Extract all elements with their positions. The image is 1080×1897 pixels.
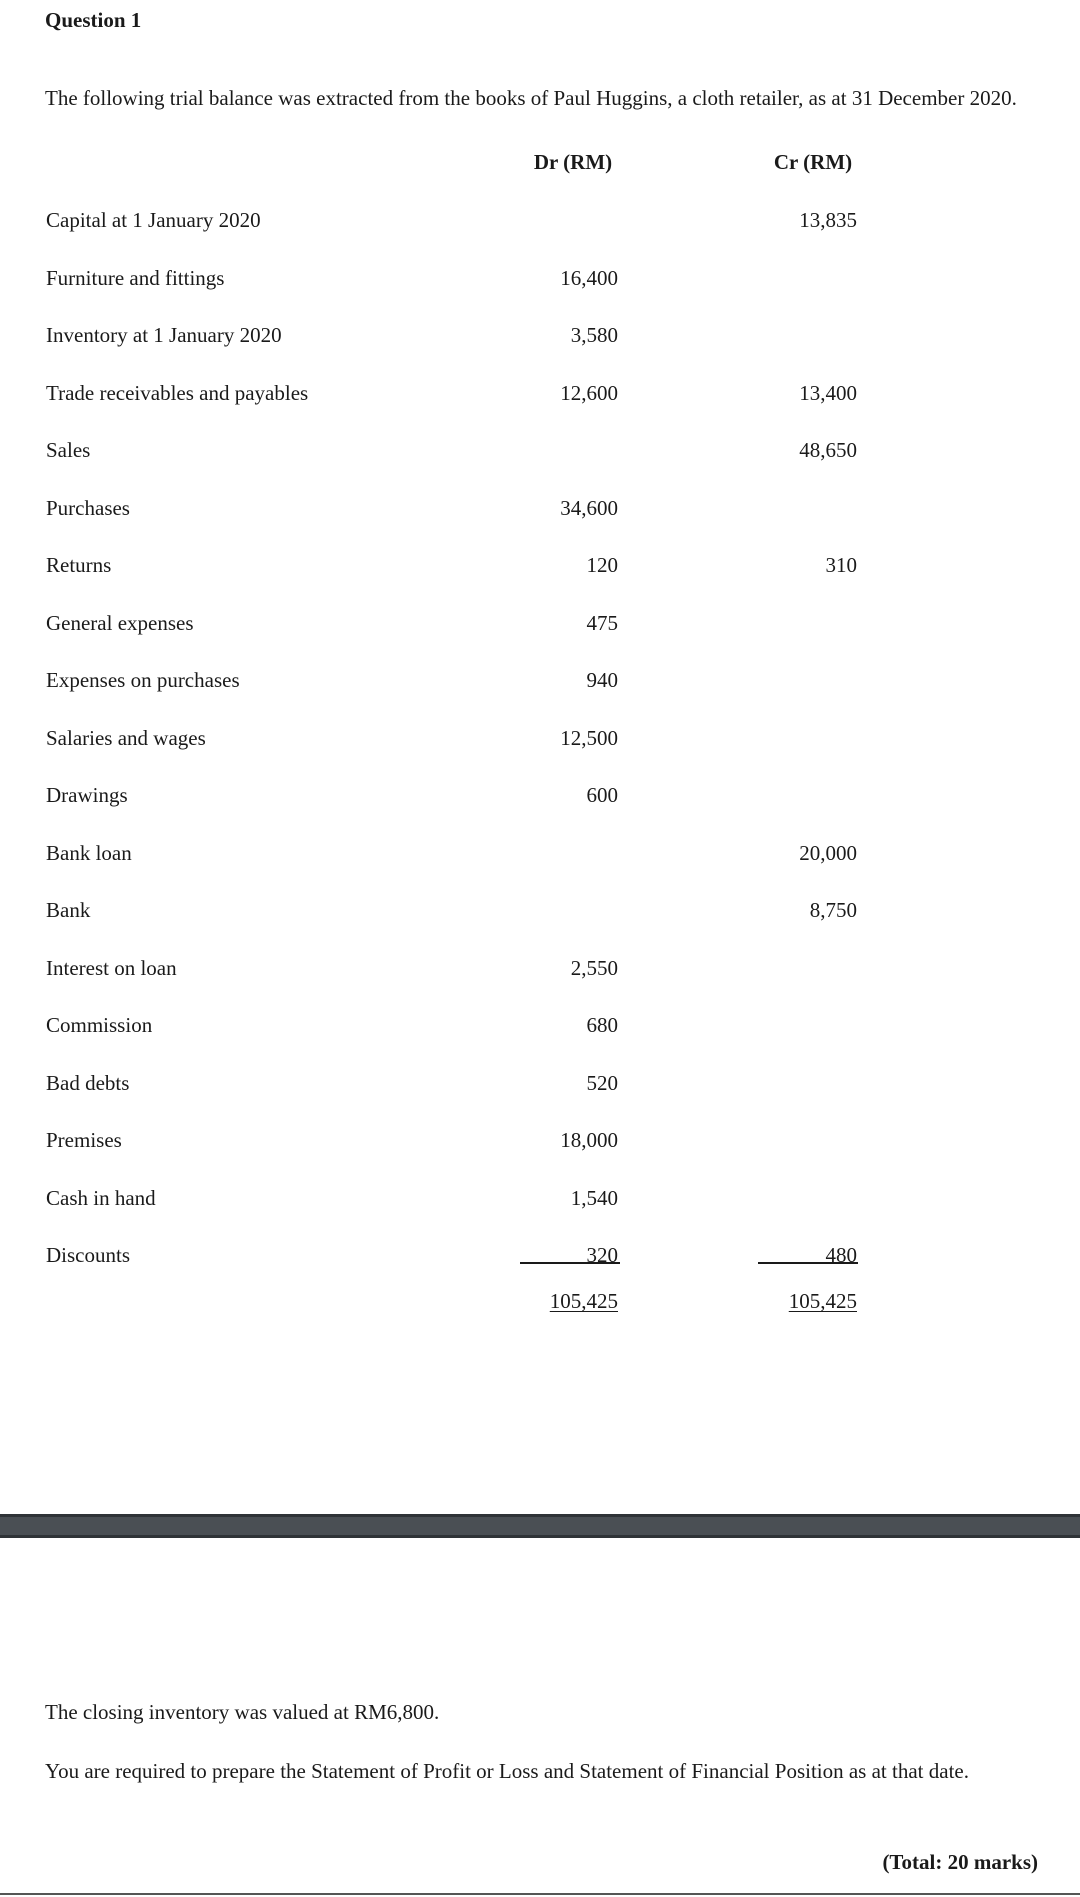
table-row bbox=[0, 543, 1080, 601]
row-label: Cash in hand bbox=[46, 1185, 156, 1210]
row-dr: 12,500 bbox=[560, 725, 618, 750]
dr-column-header: Dr (RM) bbox=[533, 150, 613, 174]
table-row bbox=[0, 486, 1080, 544]
row-label: Premises bbox=[46, 1128, 122, 1152]
closing-inventory-note: The closing inventory was valued at RM6,800. bbox=[45, 1700, 440, 1724]
row-label: Bank loan bbox=[46, 840, 132, 865]
row-label: Commission bbox=[46, 1013, 153, 1037]
page-separator-band bbox=[0, 1514, 1080, 1538]
row-label: Salaries and wages bbox=[46, 725, 206, 750]
table-row bbox=[0, 313, 1080, 371]
table-row bbox=[0, 371, 1080, 429]
dr-total-rule bbox=[520, 1262, 620, 1264]
table-row bbox=[0, 1118, 1080, 1176]
row-label: Discounts bbox=[46, 1243, 130, 1267]
row-dr: 12,600 bbox=[560, 380, 618, 405]
cr-column-header: Cr (RM) bbox=[773, 150, 853, 174]
cr-total: 105,425 bbox=[788, 1289, 857, 1313]
row-cr: 310 bbox=[825, 553, 857, 577]
row-cr: 13,835 bbox=[799, 208, 857, 232]
table-row bbox=[0, 1003, 1080, 1061]
row-label: Trade receivables and payables bbox=[46, 380, 309, 405]
row-cr: 48,650 bbox=[799, 438, 857, 462]
table-row bbox=[0, 888, 1080, 946]
row-label: Sales bbox=[46, 438, 91, 462]
row-label: Capital at 1 January 2020 bbox=[46, 208, 261, 232]
row-label: Purchases bbox=[46, 495, 130, 520]
row-cr: 20,000 bbox=[799, 840, 857, 865]
row-dr: 1,540 bbox=[570, 1185, 618, 1210]
table-row bbox=[0, 256, 1080, 314]
table-row bbox=[0, 831, 1080, 889]
row-label: Bank bbox=[46, 898, 91, 922]
row-label: Bad debts bbox=[46, 1070, 130, 1095]
row-dr: 3,580 bbox=[570, 323, 618, 347]
row-label: Drawings bbox=[46, 783, 128, 807]
row-dr: 16,400 bbox=[560, 265, 618, 290]
row-dr: 600 bbox=[586, 783, 618, 807]
dr-total: 105,425 bbox=[549, 1289, 618, 1313]
table-row bbox=[0, 658, 1080, 716]
row-label: Returns bbox=[46, 553, 112, 577]
intro-paragraph: The following trial balance was extracted from the books of Paul Huggins, a cloth retailer, as at 31 December 2020. bbox=[45, 86, 1017, 110]
row-label: Furniture and fittings bbox=[46, 265, 225, 290]
row-cr: 13,400 bbox=[799, 380, 857, 405]
row-label: Interest on loan bbox=[46, 955, 177, 980]
row-label: Expenses on purchases bbox=[46, 668, 240, 692]
row-dr: 680 bbox=[586, 1013, 618, 1037]
row-dr: 520 bbox=[586, 1070, 618, 1095]
trial-balance-table bbox=[0, 198, 1080, 1291]
row-dr: 475 bbox=[586, 610, 618, 635]
question-title: Question 1 bbox=[45, 8, 142, 32]
table-row bbox=[0, 773, 1080, 831]
row-dr: 120 bbox=[586, 553, 618, 577]
row-cr: 8,750 bbox=[809, 898, 857, 922]
row-dr: 18,000 bbox=[560, 1128, 618, 1152]
row-dr: 34,600 bbox=[560, 495, 618, 520]
table-row bbox=[0, 601, 1080, 659]
row-dr: 2,550 bbox=[570, 955, 618, 980]
row-label: Inventory at 1 January 2020 bbox=[46, 323, 282, 347]
bottom-divider bbox=[0, 1893, 1080, 1895]
cr-total-rule bbox=[758, 1262, 858, 1264]
table-row bbox=[0, 946, 1080, 1004]
instruction-paragraph: You are required to prepare the Statement of Profit or Loss and Statement of Financial Position as at that date. bbox=[45, 1759, 969, 1783]
table-row bbox=[0, 1061, 1080, 1119]
total-marks: (Total: 20 marks) bbox=[882, 1850, 1038, 1874]
row-dr: 320 bbox=[586, 1243, 618, 1267]
row-dr: 940 bbox=[586, 668, 618, 692]
table-row bbox=[0, 1176, 1080, 1234]
table-row bbox=[0, 428, 1080, 486]
table-row bbox=[0, 198, 1080, 256]
table-row bbox=[0, 716, 1080, 774]
row-cr: 480 bbox=[825, 1243, 857, 1267]
row-label: General expenses bbox=[46, 610, 194, 635]
